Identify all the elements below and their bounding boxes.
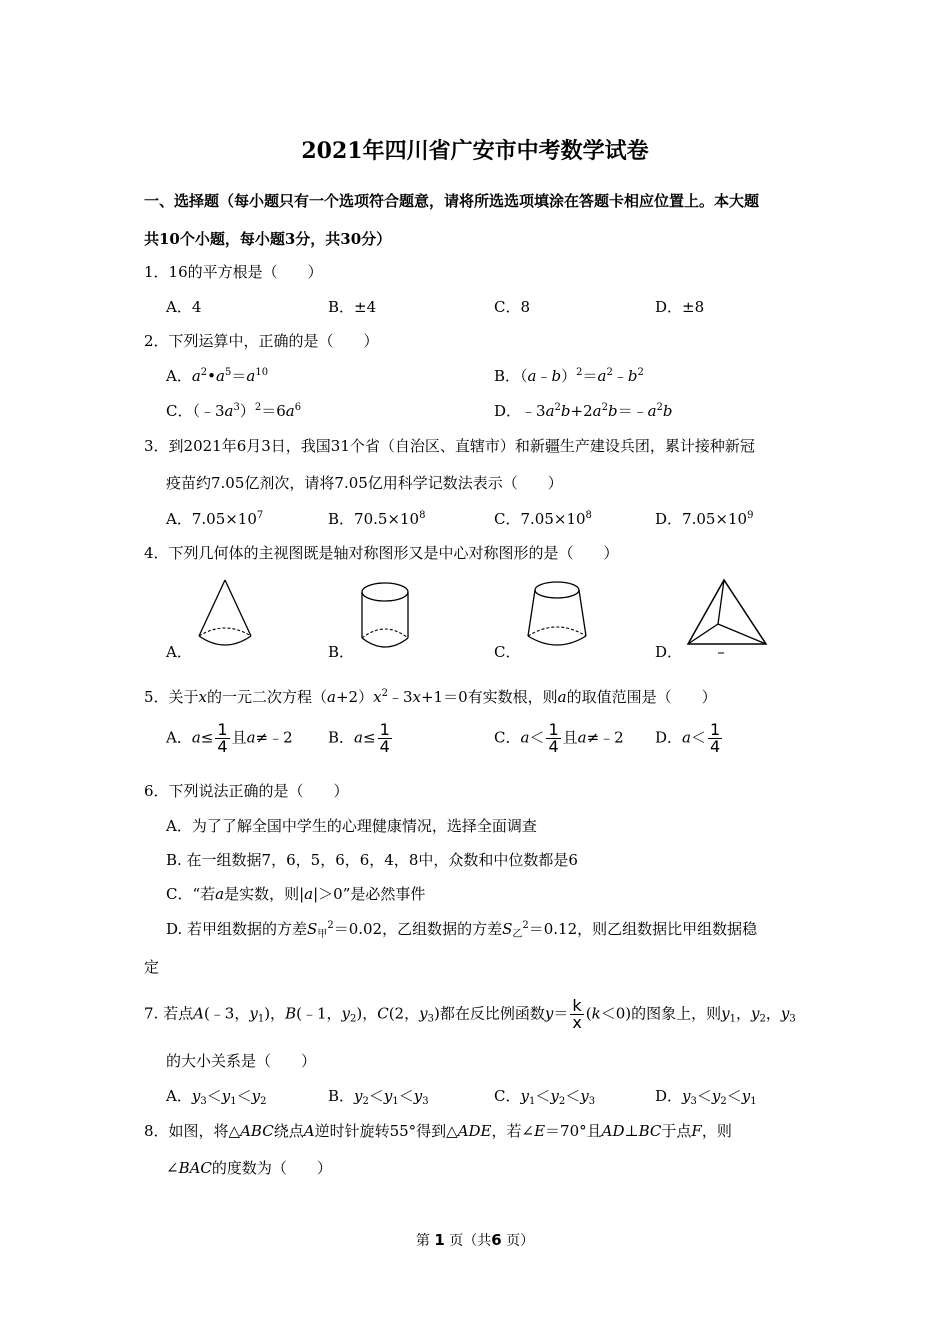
q4-option-c: C．	[494, 643, 521, 661]
q7-option-a: A．$y_3<y_1<y_2$	[166, 1087, 267, 1107]
q8-stem-line2: ∠BAC的度数为（ ）	[166, 1159, 332, 1177]
q6-option-a: A．为了了解全国中学生的心理健康情况，选择全面调查	[166, 817, 537, 835]
pyramid-figure	[682, 576, 772, 658]
frustum-figure	[522, 576, 592, 656]
q5-stem: 5．关于x的一元二次方程$(a+2)x^2﹣3x+1=0$有实数根，则a的取值范围是（ ）	[144, 688, 717, 706]
q6-option-d-tail: 定	[144, 958, 160, 976]
q7-stem-line2: 的大小关系是（ ）	[166, 1052, 317, 1070]
q3-stem-line1: 3．到2021年6月3日，我国31个省（自治区、直辖市）和新疆生产建设兵团，累计接种新冠	[144, 437, 755, 455]
q3-option-c: C．$7.05\times 10^8$	[494, 510, 592, 528]
page-footer: 第 1 页（共6 页）	[415, 1231, 535, 1249]
q7-option-c: C．$y_1<y_2<y_3$	[494, 1087, 596, 1107]
q6-option-d: D. 若甲组数据的方差$S_甲^2=0.02$，乙组数据的方差$S_乙^2=0.12$，则乙组数据比甲组数据稳	[166, 920, 758, 940]
q1-stem: 1．16的平方根是（ ）	[144, 263, 323, 281]
q8-stem-line1: 8．如图，将△ABC绕点A逆时针旋转55°得到△ADE，若∠E＝70°且AD⊥BC于点F，则	[144, 1122, 732, 1140]
q3-option-a: A．$7.05\times 10^7$	[166, 510, 264, 528]
q5-option-c: C．a＜ $\frac{1}{4}$ 且a≠﹣2	[494, 720, 624, 756]
q4-stem: 4．下列几何体的主视图既是轴对称图形又是中心对称图形的是（ ）	[144, 544, 619, 562]
q2-option-c: C．$(﹣3a^3)^2=6a^6$	[166, 402, 302, 420]
q1-option-b: B．±4	[328, 298, 377, 316]
q7-option-b: B．$y_2<y_1<y_3$	[328, 1087, 429, 1107]
q2-option-b: B．$(a﹣b)^2=a^2﹣b^2$	[494, 367, 644, 385]
cylinder-figure	[355, 578, 415, 658]
q6-option-b: B. 在一组数据7，6，5，6，6，4，8中，众数和中位数都是6	[166, 851, 578, 869]
page-title: 2021年四川省广安市中考数学试卷	[301, 138, 649, 164]
q2-option-d: D．$﹣3a^2b+2a^2b=﹣a^2b$	[494, 402, 673, 420]
q2-stem: 2．下列运算中，正确的是（ ）	[144, 332, 379, 350]
q3-stem-line2: 疫苗约7.05亿剂次，请将7.05亿用科学记数法表示（ ）	[166, 474, 563, 492]
section-heading-line1: 一、选择题（每小题只有一个选项符合题意，请将所选选项填涂在答题卡相应位置上。本大题	[144, 192, 760, 210]
q1-option-a: A．4	[166, 298, 202, 316]
q1-option-c: C．8	[494, 298, 531, 316]
q7-stem-line1: 7. 若点A(﹣3，$y_1$)，B(﹣1，$y_2$)，C(2，$y_3$)都在反比例函数y＝ $\frac{k}{x}$ (k＜0)的图象上，则$y_1$，$y_2$，$y_3$	[144, 996, 796, 1032]
q4-option-b: B．	[328, 643, 355, 661]
q7-option-d: D．$y_3<y_2<y_1$	[655, 1087, 757, 1107]
section-heading-line2: 共10个小题，每小题3分，共30分）	[144, 230, 392, 248]
q5-option-b: B．a≤ $\frac{1}{4}$	[328, 720, 390, 756]
q3-option-b: B．$70.5\times 10^8$	[328, 510, 426, 528]
q3-option-d: D．$7.05\times 10^9$	[655, 510, 754, 528]
q6-option-c: C．“若a是实数，则|a|＞0”是必然事件	[166, 885, 426, 903]
q6-stem: 6．下列说法正确的是（ ）	[144, 782, 349, 800]
q1-option-d: D．±8	[655, 298, 705, 316]
cone-figure	[195, 576, 255, 656]
q5-option-d: D．a＜ $\frac{1}{4}$	[655, 720, 721, 756]
q2-option-a: A．$a^2•a^5=a^{10}$	[166, 367, 269, 385]
q4-option-d: D．	[655, 643, 683, 661]
q5-option-a: A．a≤ $\frac{1}{4}$ 且a≠﹣2	[166, 720, 293, 756]
q4-option-a: A．	[166, 643, 192, 661]
